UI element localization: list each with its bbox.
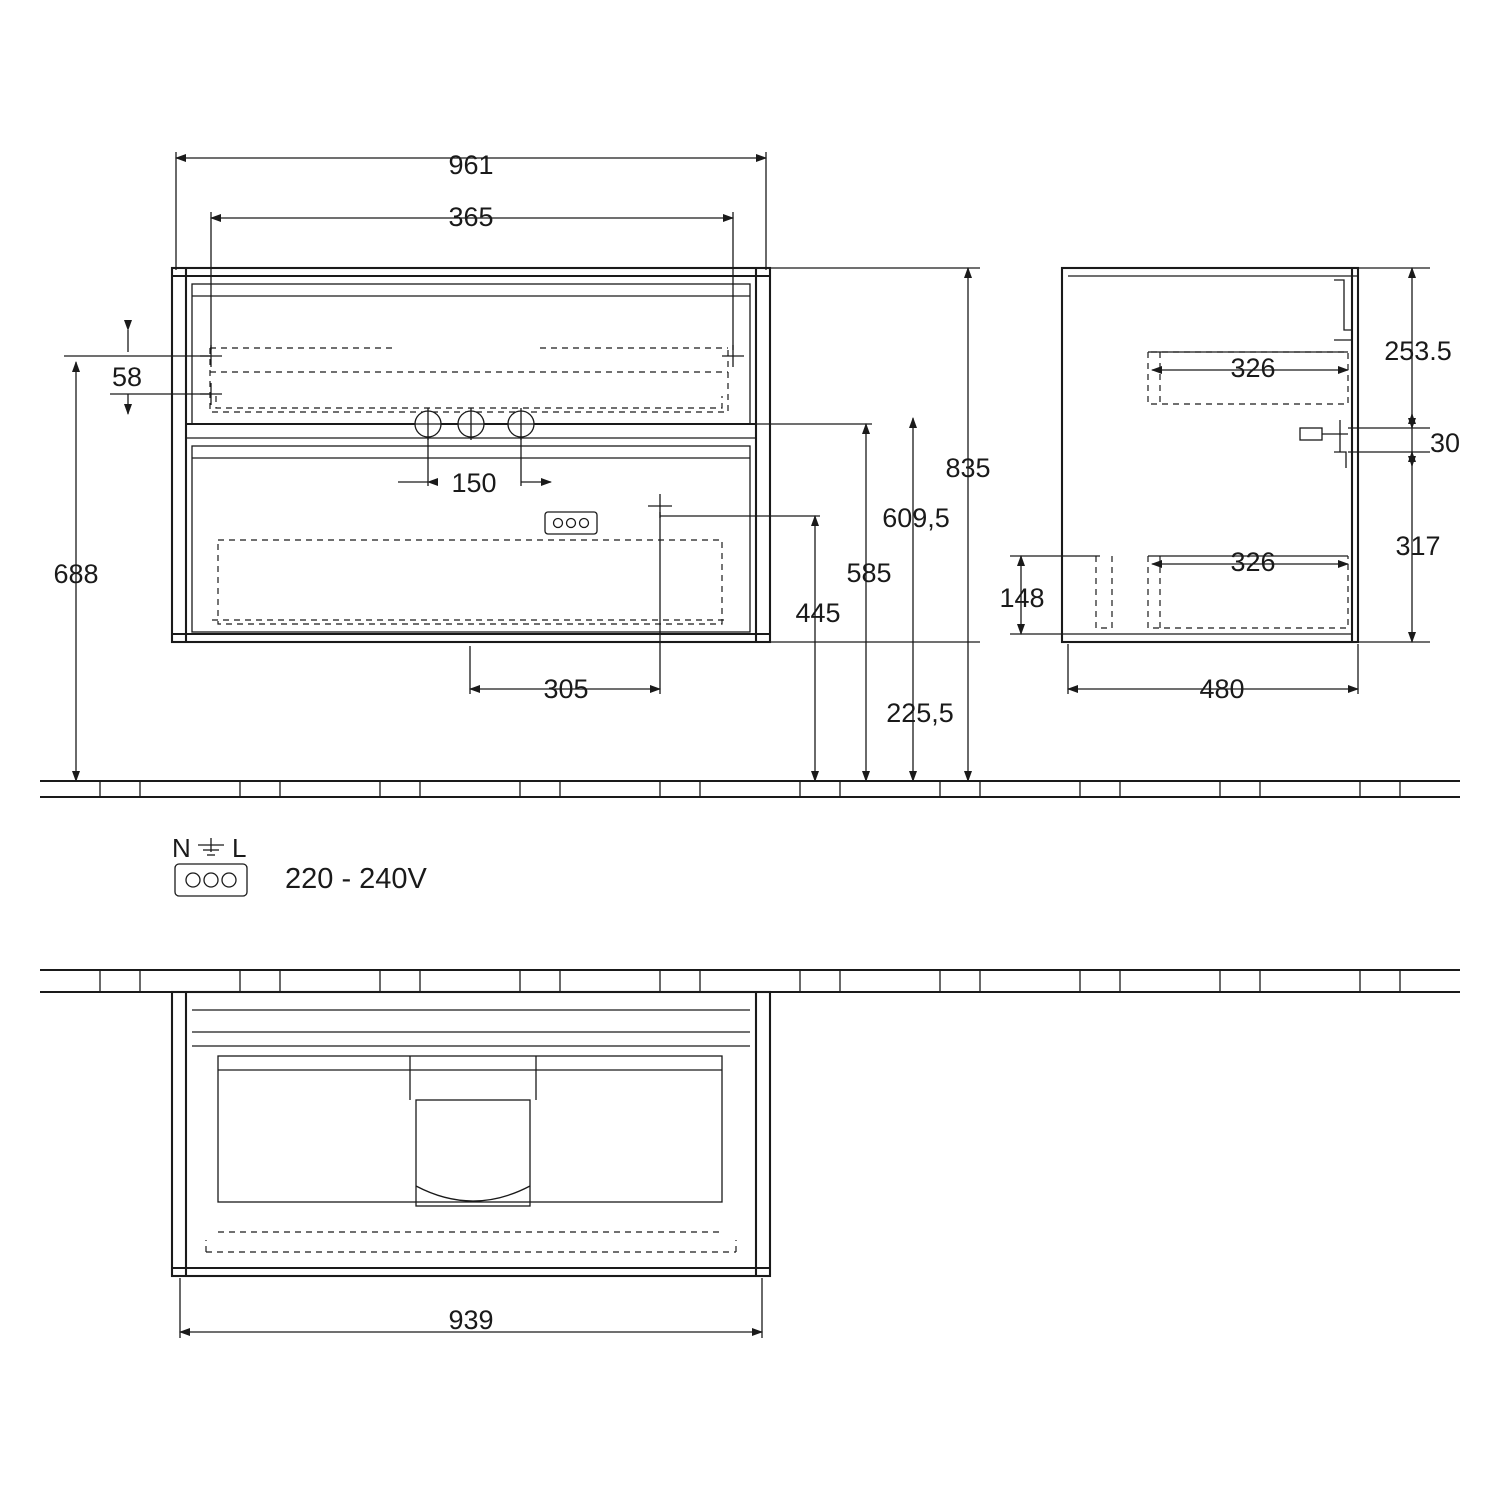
dim-tap-hole-spacing: 150 [451,468,497,498]
dim-height-225-5: 225,5 [886,698,954,728]
terminal-label-n: N [172,833,191,863]
dim-height-835: 835 [945,453,991,483]
dim-height-445: 445 [795,598,841,628]
dim-height-317: 317 [1395,531,1441,561]
voltage-label: 220 - 240V [285,863,427,895]
dim-plan-width-939: 939 [448,1305,494,1335]
dim-height-30: 30 [1429,428,1461,458]
dim-depth-326-top: 326 [1230,353,1276,383]
dim-total-depth: 480 [1199,674,1245,704]
dim-offset-305: 305 [543,674,589,704]
dim-total-width: 961 [448,150,494,180]
dim-height-609-5: 609,5 [882,503,950,533]
terminal-label-l: L [232,833,247,863]
dim-depth-326-bottom: 326 [1230,547,1276,577]
dim-offset-58: 58 [111,362,143,392]
dim-height-688: 688 [53,559,99,589]
dim-height-148: 148 [999,583,1045,613]
dim-height-253-5: 253.5 [1384,336,1452,366]
dim-drawer-inner-width: 365 [448,202,494,232]
dim-height-585: 585 [846,558,892,588]
